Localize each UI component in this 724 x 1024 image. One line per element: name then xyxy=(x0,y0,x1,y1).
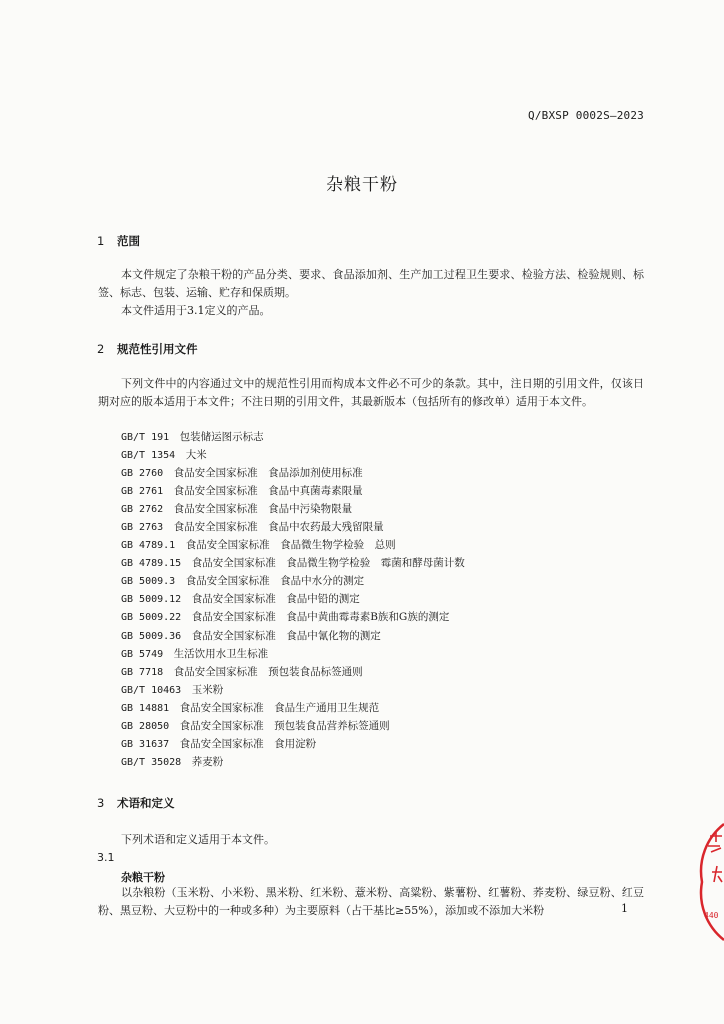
reference-title: 食品安全国家标准 食用淀粉 xyxy=(179,737,317,750)
reference-title: 食品安全国家标准 食品中氰化物的测定 xyxy=(191,629,381,642)
reference-code: GB 5749 xyxy=(121,648,164,660)
seal-number: 440 xyxy=(704,911,719,920)
section-title: 规范性引用文件 xyxy=(117,342,198,356)
section-title: 术语和定义 xyxy=(117,796,175,810)
section-1-paragraph-2: 本文件适用于3.1定义的产品。 xyxy=(121,304,271,317)
reference-title: 包装储运图示标志 xyxy=(179,431,264,443)
reference-code: GB/T 10463 xyxy=(121,684,182,696)
reference-item xyxy=(121,464,465,482)
reference-item xyxy=(121,627,465,645)
reference-title: 食品安全国家标准 食品中铅的测定 xyxy=(191,593,360,606)
reference-title: 食品安全国家标准 食品生产通用卫生规范 xyxy=(179,701,380,714)
reference-title: 食品安全国家标准 食品添加剂使用标准 xyxy=(173,467,363,480)
reference-code: GB 31637 xyxy=(121,738,170,750)
reference-item xyxy=(121,717,465,735)
reference-item xyxy=(121,500,465,518)
reference-title: 生活饮用水卫生标准 xyxy=(173,647,269,660)
reference-list xyxy=(121,428,465,771)
red-seal-stamp-icon xyxy=(698,822,724,942)
seal-ring xyxy=(701,824,724,940)
reference-code: GB 2760 xyxy=(121,468,164,480)
reference-title: 食品安全国家标准 食品中农药最大残留限量 xyxy=(173,521,384,534)
reference-item xyxy=(121,681,465,699)
reference-title: 荞麦粉 xyxy=(191,755,224,768)
section-1-paragraph-1: 本文件规定了杂粮干粉的产品分类、要求、食品添加剂、生产加工过程卫生要求、检验方法、检验规则、标签、标志、包装、运输、贮存和保质期。 xyxy=(98,268,644,299)
reference-item xyxy=(121,428,465,446)
reference-item xyxy=(121,590,465,608)
section-3-heading xyxy=(97,795,175,811)
reference-title: 食品安全国家标准 预包装食品标签通则 xyxy=(173,665,363,678)
reference-item xyxy=(121,645,465,663)
reference-title: 食品安全国家标准 食品微生物学检验 霉菌和酵母菌计数 xyxy=(191,557,465,570)
document-id: Q/BXSP 0002S—2023 xyxy=(528,109,644,122)
reference-item xyxy=(121,699,465,717)
reference-code: GB 28050 xyxy=(121,720,170,732)
section-1-heading xyxy=(97,233,140,249)
reference-item xyxy=(121,753,465,771)
reference-title: 食品安全国家标准 食品中黄曲霉毒素B族和G族的测定 xyxy=(191,611,450,624)
seal-glyph-upper xyxy=(708,832,722,852)
reference-item xyxy=(121,482,465,500)
reference-item xyxy=(121,735,465,753)
reference-title: 食品安全国家标准 食品中真菌毒素限量 xyxy=(173,485,363,498)
section-2-heading xyxy=(97,341,198,357)
reference-code: GB/T 35028 xyxy=(121,756,182,768)
reference-code: GB 2762 xyxy=(121,504,164,516)
section-number: 1 xyxy=(97,234,105,248)
term-definition: 以杂粮粉（玉米粉、小米粉、黑米粉、红米粉、薏米粉、高粱粉、紫薯粉、红薯粉、荞麦粉、绿豆粉、红豆粉、黑豆粉、大豆粉中的一种或多种）为主要原料（占干基比≥55%），添加或不添加大米粉 xyxy=(98,886,644,917)
section-number: 2 xyxy=(97,342,105,356)
reference-code: GB 14881 xyxy=(121,702,170,714)
reference-code: GB 5009.3 xyxy=(121,576,176,588)
reference-code: GB 5009.12 xyxy=(121,594,182,606)
reference-item xyxy=(121,554,465,572)
reference-title: 食品安全国家标准 食品中水分的测定 xyxy=(185,575,365,588)
reference-code: GB 2761 xyxy=(121,486,164,498)
section-2-paragraph-1: 下列文件中的内容通过文中的规范性引用而构成本文件必不可少的条款。其中，注日期的引用文件，仅该日期对应的版本适用于本文件；不注日期的引用文件，其最新版本（包括所有的修改单）适用于本文件。 xyxy=(98,377,644,408)
term-name: 杂粮干粉 xyxy=(121,871,165,884)
reference-code: GB 7718 xyxy=(121,666,164,678)
reference-title: 大米 xyxy=(185,449,207,462)
reference-title: 食品安全国家标准 预包装食品营养标签通则 xyxy=(179,719,390,732)
section-3-paragraph-1: 下列术语和定义适用于本文件。 xyxy=(121,833,275,846)
reference-code: GB/T 191 xyxy=(121,432,170,443)
reference-code: GB 5009.22 xyxy=(121,612,182,624)
reference-code: GB 4789.15 xyxy=(121,558,182,570)
reference-item xyxy=(121,608,465,626)
reference-title: 食品安全国家标准 食品中污染物限量 xyxy=(173,503,353,516)
reference-item xyxy=(121,518,465,536)
reference-code: GB 2763 xyxy=(121,522,164,534)
reference-title: 食品安全国家标准 食品微生物学检验 总则 xyxy=(185,539,396,552)
reference-item xyxy=(121,446,465,464)
section-title: 范围 xyxy=(117,234,140,248)
section-number: 3 xyxy=(97,796,105,810)
reference-item xyxy=(121,663,465,681)
reference-item xyxy=(121,572,465,590)
reference-code: GB 4789.1 xyxy=(121,540,176,552)
page-number: 1 xyxy=(621,902,628,915)
reference-code: GB 5009.36 xyxy=(121,630,182,642)
document-title: 杂粮干粉 xyxy=(326,175,398,195)
seal-glyph-middle xyxy=(712,866,722,882)
reference-item xyxy=(121,536,465,554)
reference-title: 玉米粉 xyxy=(191,683,224,696)
reference-code: GB/T 1354 xyxy=(121,450,176,462)
clause-number: 3.1 xyxy=(97,851,115,864)
